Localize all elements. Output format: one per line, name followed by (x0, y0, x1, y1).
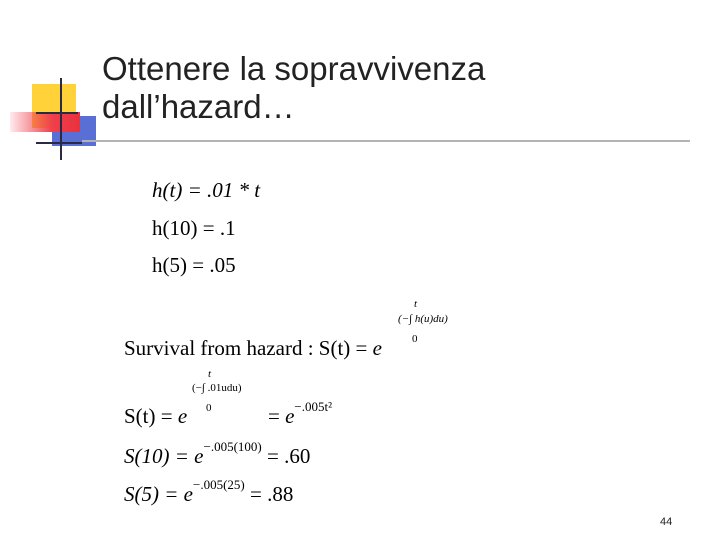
slide-title-line2: dall’hazard… (102, 88, 295, 125)
s5-exponent: −.005(25) (193, 477, 245, 492)
equation-survival-from-hazard (124, 336, 382, 361)
title-underline (82, 140, 690, 142)
equation-s5 (124, 477, 294, 507)
survival-exponent: (−∫ h(u)du) (398, 313, 448, 325)
s5-lhs: S(5) = (124, 482, 184, 506)
survival-upper-limit: t (414, 298, 418, 310)
s10-result: = .60 (267, 444, 311, 468)
s5-base: e (183, 482, 193, 506)
survival-lower-limit: 0 (412, 333, 418, 345)
st-upper-limit: t (208, 368, 212, 380)
s10-base: e (194, 444, 204, 468)
decor-horizontal-line-top (36, 112, 78, 114)
st-result-base: e (285, 404, 295, 428)
st-lower-limit: 0 (206, 402, 212, 414)
decor-red-bar (10, 112, 80, 132)
st-result-exponent: −.005t² (294, 399, 333, 414)
decor-vertical-line (60, 78, 62, 160)
slide-title (102, 50, 662, 126)
equation-h10: h(10) = .1 (152, 216, 236, 240)
st-base: e (177, 404, 188, 428)
survival-base: e (372, 336, 382, 360)
st-lhs: S(t) = (124, 404, 178, 428)
decor-horizontal-line-bottom (36, 142, 82, 144)
survival-label: Survival from hazard : S(t) = (124, 336, 373, 360)
s10-exponent: −.005(100) (203, 439, 262, 454)
equation-s10 (124, 439, 311, 469)
st-exponent: (−∫ .01udu) (192, 382, 242, 394)
equation-st (124, 404, 187, 429)
s5-result: = .88 (250, 482, 294, 506)
st-eq: = (268, 404, 286, 428)
equation-h5: h(5) = .05 (152, 253, 236, 277)
equation-hazard-definition: h(t) = .01 * t (152, 178, 261, 202)
page-number: 44 (660, 516, 673, 528)
equation-st-result (268, 399, 333, 429)
s10-lhs: S(10) = (124, 444, 195, 468)
slide-title-line1: Ottenere la sopravvivenza (102, 50, 486, 87)
